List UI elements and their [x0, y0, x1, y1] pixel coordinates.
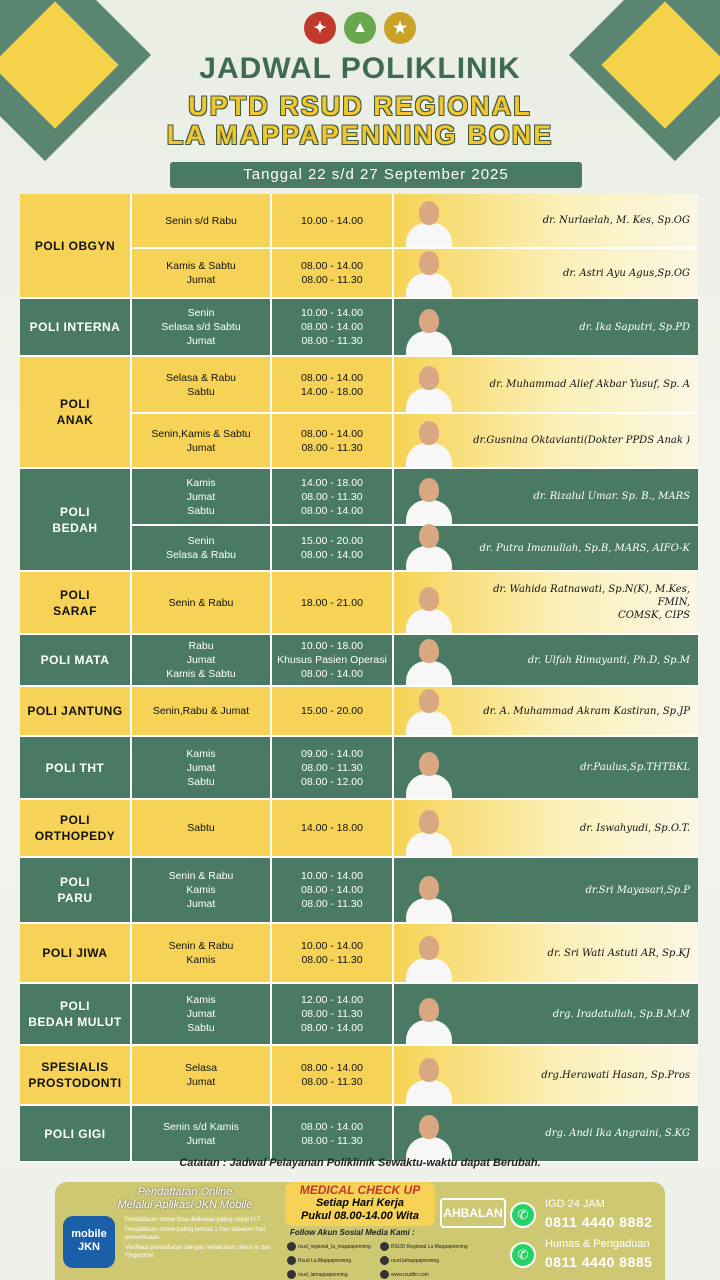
doctor-name: dr. Putra Imanullah, Sp.B, MARS, AIFO-K — [479, 542, 690, 554]
social-tiktok[interactable]: rsud_lamappapenning — [287, 1270, 347, 1279]
poli-name: POLI JIWA — [42, 946, 108, 960]
medical-check-up-box: MEDICAL CHECK UP Setiap Hari Kerja Pukul 08.00-14.00 Wita — [285, 1182, 435, 1226]
poli-name: POLI MATA — [40, 653, 110, 667]
page-title: JADWAL POLIKLINIK — [199, 52, 521, 85]
doctor-photo — [400, 247, 458, 297]
photo-head — [419, 810, 439, 834]
schedule-times: 10.00 - 14.00 08.00 - 11.30 — [272, 924, 394, 982]
doctor-photo — [400, 872, 458, 922]
regency-logo: ✦ — [304, 12, 336, 44]
doctor-name: dr. Iswahyudi, Sp.O.T. — [579, 822, 690, 834]
schedule-times: 08.00 - 14.00 08.00 - 11.30 — [272, 1106, 394, 1161]
schedule-days: Senin s/d Kamis Jumat — [132, 1106, 272, 1161]
schedule-days: Senin & Rabu Kamis — [132, 924, 272, 982]
footer — [55, 1182, 665, 1280]
photo-head — [419, 752, 439, 776]
list-item: Pendaftaran online paling lambat 1 hari sebelum hari pemeriksaan — [125, 1227, 266, 1241]
ahbalan-logo: AHBALAN — [440, 1198, 506, 1228]
registration-info: Pendaftaran Online Melalui Aplikasi JKN Mobile — [117, 1186, 253, 1211]
doctor-photo — [400, 583, 458, 633]
poli-name: POLI THT — [45, 760, 105, 775]
schedule-row — [130, 687, 698, 735]
doctor-name: dr.Paulus,Sp.THTBKL — [580, 762, 690, 773]
schedule-row — [130, 858, 698, 922]
doctor-cell — [394, 1046, 698, 1104]
schedule-days: Kamis & Sabtu Jumat — [132, 249, 272, 297]
instagram-icon — [287, 1242, 296, 1251]
schedule-row — [130, 1046, 698, 1104]
hospital-logo: ▲ — [344, 12, 376, 44]
schedule-times: 12.00 - 14.00 08.00 - 11.30 08.00 - 14.00 — [272, 984, 394, 1044]
schedule-row — [130, 1106, 698, 1161]
photo-body — [406, 661, 452, 685]
doctor-photo — [400, 520, 458, 570]
doctor-cell — [394, 737, 698, 798]
schedule-days: Senin,Rabu & Jumat — [132, 687, 272, 735]
doctor-name: dr. Ulfah Rimayanti, Ph.D, Sp.M — [527, 654, 690, 666]
schedule-times: 10.00 - 14.00 — [272, 194, 394, 247]
schedule-table — [20, 194, 698, 1163]
photo-head — [419, 421, 439, 445]
whatsapp-icon[interactable]: ✆ — [510, 1242, 536, 1268]
poli-group — [20, 357, 698, 469]
doctor-name: dr.Gusnina Oktavianti(Dokter PPDS Anak ) — [473, 435, 690, 446]
photo-head — [419, 366, 439, 390]
doctor-name: dr. Wahida Ratnawati, Sp.N(K), M.Kes, FMIN, COMSK, CIPS — [493, 584, 690, 621]
photo-body — [406, 1080, 452, 1104]
doctor-name: dr. A. Muhammad Akram Kastiran, Sp.JP — [483, 705, 690, 717]
poli-name: POLI PARU — [57, 875, 93, 905]
doctor-cell — [394, 858, 698, 922]
doctor-photo — [400, 806, 458, 856]
mobile-jkn-logo: mobile JKN — [63, 1216, 115, 1268]
schedule-days: Rabu Jumat Kamis & Sabtu — [132, 635, 272, 685]
date-range: Tanggal 22 s/d 27 September 2025 — [170, 162, 582, 188]
schedule-row — [130, 984, 698, 1044]
schedule-times: 10.00 - 14.00 08.00 - 14.00 08.00 - 11.30 — [272, 858, 394, 922]
doctor-cell — [394, 299, 698, 355]
doctor-cell — [394, 572, 698, 633]
photo-body — [406, 223, 452, 247]
igd-label: IGD 24 JAM — [545, 1198, 605, 1210]
photo-head — [419, 1058, 439, 1082]
doctor-name: drg.Herawati Hasan, Sp.Pros — [541, 1069, 690, 1081]
doctor-cell — [394, 469, 698, 524]
doctor-cell — [394, 984, 698, 1044]
schedule-days: Sabtu — [132, 800, 272, 856]
poli-name: POLI ORTHOPEDY — [34, 813, 116, 843]
doctor-cell — [394, 800, 698, 856]
schedule-note: Catatan : Jadwal Pelayanan Poliklinik Sewaktu-waktu dapat Berubah. — [179, 1157, 541, 1169]
poli-group — [20, 635, 698, 687]
schedule-row — [130, 194, 698, 247]
schedule-row — [130, 524, 698, 570]
poli-name: POLI BEDAH — [52, 504, 98, 535]
poli-name: POLI GIGI — [44, 1126, 106, 1141]
doctor-cell — [394, 924, 698, 982]
social-website[interactable]: www.rsudlm.com — [380, 1270, 429, 1279]
doctor-photo — [400, 635, 458, 685]
doctor-name: dr. Muhammad Alief Akbar Yusuf, Sp. A — [489, 379, 690, 390]
poli-name: SPESIALIS PROSTODONTI — [28, 1060, 122, 1090]
facebook-icon — [287, 1256, 296, 1265]
doctor-name: drg. Andi Ika Angraini, S.KG — [545, 1128, 690, 1139]
humas-number[interactable]: 0811 4440 8885 — [545, 1254, 653, 1270]
photo-body — [406, 331, 452, 355]
social-threads[interactable]: rsud.lamappapenning — [380, 1256, 439, 1265]
doctor-name: dr. Sri Wati Astuti AR, Sp.KJ — [547, 947, 690, 959]
igd-number[interactable]: 0811 4440 8882 — [545, 1214, 653, 1230]
registration-notes — [125, 1216, 275, 1262]
schedule-times: 10.00 - 18.00 Khusus Pasien Operasi 08.00 - 14.00 — [272, 635, 394, 685]
schedule-row — [130, 572, 698, 633]
schedule-times: 14.00 - 18.00 08.00 - 11.30 08.00 - 14.00 — [272, 469, 394, 524]
schedule-row — [130, 469, 698, 524]
doctor-cell — [394, 249, 698, 297]
doctor-photo — [400, 1054, 458, 1104]
doctor-cell — [394, 1106, 698, 1161]
schedule-days: Selasa & Rabu Sabtu — [132, 357, 272, 412]
doctor-cell — [394, 414, 698, 467]
whatsapp-icon[interactable]: ✆ — [510, 1202, 536, 1228]
photo-head — [419, 201, 439, 225]
doctor-name: dr.Sri Mayasari,Sp.P — [585, 884, 690, 896]
schedule-times: 15.00 - 20.00 08.00 - 14.00 — [272, 526, 394, 570]
photo-head — [419, 309, 439, 333]
schedule-days: Senin & Rabu — [132, 572, 272, 633]
doctor-cell — [394, 635, 698, 685]
poli-group — [20, 572, 698, 635]
schedule-times: 14.00 - 18.00 — [272, 800, 394, 856]
doctor-cell — [394, 526, 698, 570]
schedule-times: 08.00 - 14.00 08.00 - 11.30 — [272, 1046, 394, 1104]
doctor-photo — [400, 417, 458, 467]
schedule-times: 18.00 - 21.00 — [272, 572, 394, 633]
doctor-photo — [400, 362, 458, 412]
poli-name: POLI JANTUNG — [27, 704, 123, 718]
photo-head — [419, 524, 439, 548]
photo-body — [406, 711, 452, 735]
threads-icon — [380, 1256, 389, 1265]
poli-name: POLI BEDAH MULUT — [28, 999, 122, 1029]
doctor-name: dr. Ika Saputri, Sp.PD — [579, 321, 690, 333]
schedule-times: 08.00 - 14.00 08.00 - 11.30 — [272, 249, 394, 297]
doctor-photo — [400, 748, 458, 798]
poli-group — [20, 984, 698, 1046]
photo-body — [406, 546, 452, 570]
schedule-row — [130, 247, 698, 297]
photo-body — [406, 273, 452, 297]
photo-head — [419, 936, 439, 960]
doctor-photo — [400, 474, 458, 524]
schedule-days: Kamis Jumat Sabtu — [132, 737, 272, 798]
photo-head — [419, 587, 439, 611]
poli-group — [20, 194, 698, 299]
doctor-photo — [400, 932, 458, 982]
poli-group — [20, 858, 698, 924]
doctor-name: drg. Iradatullah, Sp.B.M.M — [552, 1008, 690, 1020]
doctor-photo — [400, 994, 458, 1044]
doctor-photo — [400, 197, 458, 247]
poli-name: POLI OBGYN — [34, 238, 116, 253]
poli-group — [20, 687, 698, 737]
schedule-row — [130, 737, 698, 798]
photo-body — [406, 609, 452, 633]
schedule-times: 08.00 - 14.00 14.00 - 18.00 — [272, 357, 394, 412]
globe-icon — [380, 1270, 389, 1279]
social-x[interactable]: RSUD Regional La Mappapenning — [380, 1242, 468, 1251]
photo-head — [419, 478, 439, 502]
schedule-days: Senin & Rabu Kamis Jumat — [132, 858, 272, 922]
photo-head — [419, 876, 439, 900]
accreditation-logo: ★ — [384, 12, 416, 44]
doctor-name: dr. Nurlaelah, M. Kes, Sp.OG — [542, 215, 690, 226]
photo-body — [406, 1020, 452, 1044]
schedule-times: 09.00 - 14.00 08.00 - 11.30 08.00 - 12.00 — [272, 737, 394, 798]
photo-body — [406, 388, 452, 412]
humas-label: Humas & Pengaduan — [545, 1238, 650, 1250]
photo-body — [406, 443, 452, 467]
poli-group — [20, 737, 698, 800]
doctor-cell — [394, 687, 698, 735]
poli-group — [20, 299, 698, 357]
photo-body — [406, 898, 452, 922]
schedule-days: Kamis Jumat Sabtu — [132, 469, 272, 524]
photo-body — [406, 958, 452, 982]
logo-row — [0, 12, 720, 44]
schedule-days: Senin,Kamis & Sabtu Jumat — [132, 414, 272, 467]
social-instagram[interactable]: rsud_regional_la_mappapenning — [287, 1242, 371, 1251]
schedule-days: Senin Selasa s/d Sabtu Jumat — [132, 299, 272, 355]
schedule-row — [130, 412, 698, 467]
poli-name: POLI SARAF — [53, 587, 97, 618]
schedule-days: Senin Selasa & Rabu — [132, 526, 272, 570]
doctor-photo — [400, 305, 458, 355]
schedule-row — [130, 924, 698, 982]
schedule-times: 10.00 - 14.00 08.00 - 14.00 08.00 - 11.30 — [272, 299, 394, 355]
hospital-name: UPTD RSUD REGIONAL LA MAPPAPENNING BONE — [166, 91, 554, 150]
doctor-name: dr. Rizalul Umar. Sp. B., MARS — [533, 491, 690, 502]
poli-name: POLI ANAK — [56, 397, 94, 427]
poli-group — [20, 924, 698, 984]
photo-head — [419, 689, 439, 713]
social-facebook[interactable]: Rsud La Mappapenning — [287, 1256, 351, 1265]
doctor-photo — [400, 685, 458, 735]
poli-group — [20, 469, 698, 572]
poli-group — [20, 1106, 698, 1163]
photo-head — [419, 639, 439, 663]
schedule-days: Selasa Jumat — [132, 1046, 272, 1104]
doctor-name: dr. Astri Ayu Agus,Sp.OG — [562, 267, 690, 279]
schedule-times: 08.00 - 14.00 08.00 - 11.30 — [272, 414, 394, 467]
tiktok-icon — [287, 1270, 296, 1279]
doctor-photo — [400, 1111, 458, 1161]
schedule-row — [130, 800, 698, 856]
poli-group — [20, 800, 698, 858]
list-item: Pendaftaran online bisa dilakukan paling cepat H-7 — [125, 1217, 261, 1223]
schedule-days: Kamis Jumat Sabtu — [132, 984, 272, 1044]
photo-head — [419, 998, 439, 1022]
schedule-times: 15.00 - 20.00 — [272, 687, 394, 735]
photo-body — [406, 832, 452, 856]
list-item: Verifikasi pendaftaran dengan melakukan check-in dan Fingerprint — [125, 1245, 271, 1259]
schedule-row — [130, 635, 698, 685]
photo-head — [419, 251, 439, 275]
schedule-row — [130, 357, 698, 412]
photo-head — [419, 1115, 439, 1139]
doctor-cell — [394, 194, 698, 247]
schedule-days: Senin s/d Rabu — [132, 194, 272, 247]
photo-body — [406, 774, 452, 798]
doctor-cell — [394, 357, 698, 412]
poli-name: POLI INTERNA — [29, 320, 121, 334]
schedule-row — [130, 299, 698, 355]
follow-label: Follow Akun Sosial Media Kami : — [290, 1228, 415, 1237]
poli-group — [20, 1046, 698, 1106]
x-icon — [380, 1242, 389, 1251]
